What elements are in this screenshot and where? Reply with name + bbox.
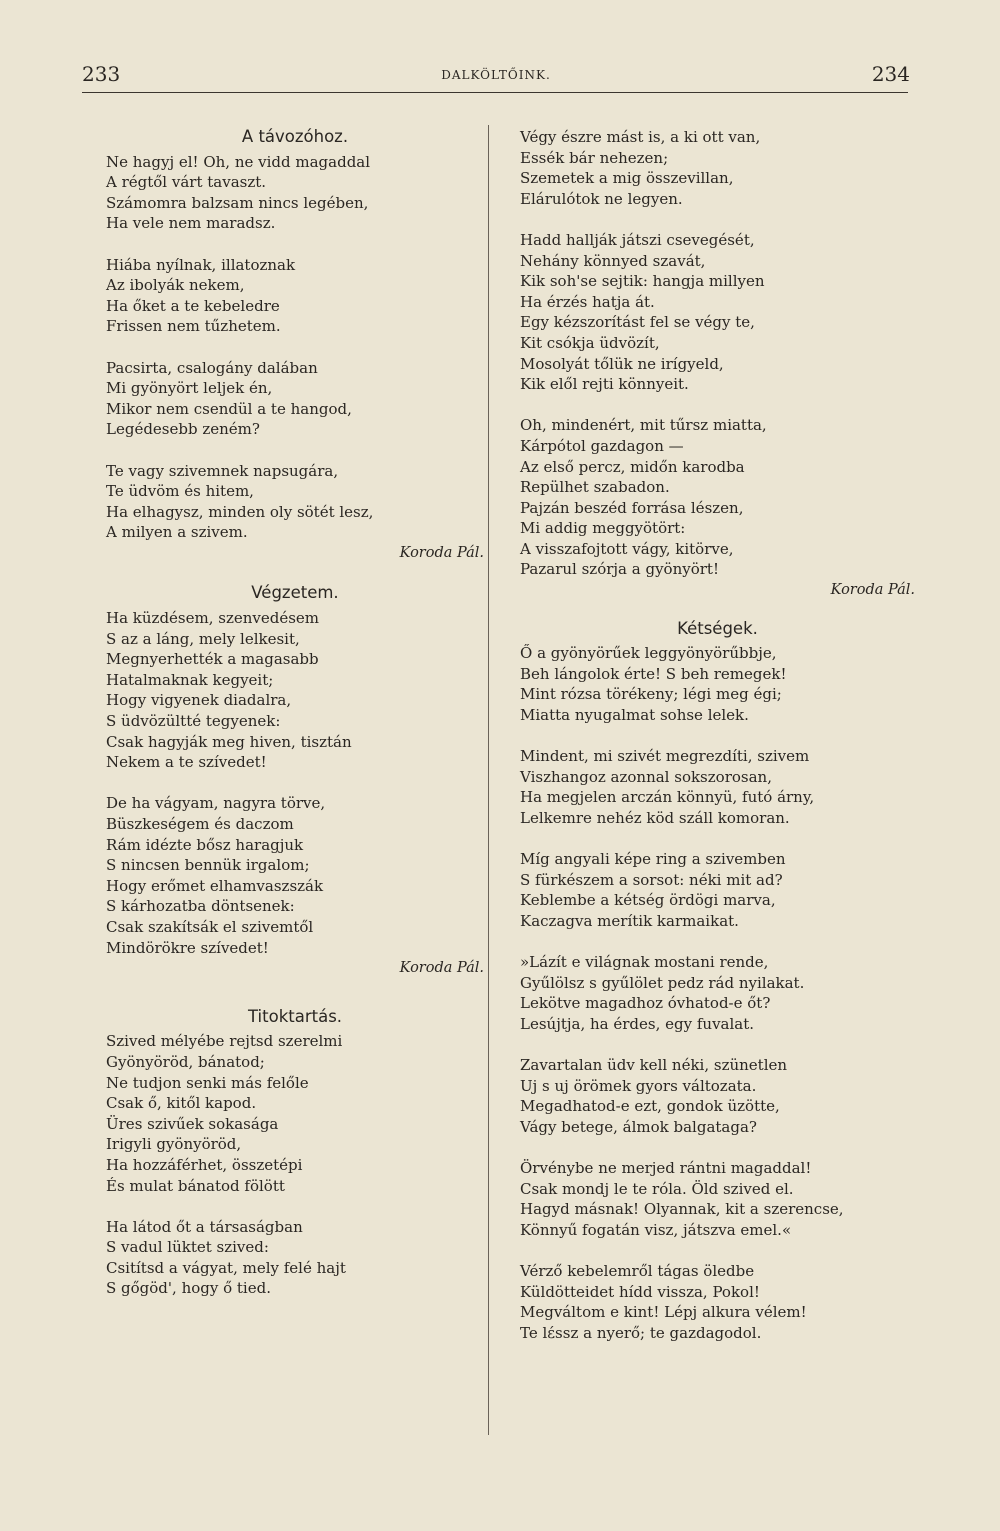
left-page-number: 233 — [82, 62, 121, 86]
stanza — [106, 461, 484, 543]
poem — [520, 619, 915, 1344]
verse-line: Gyönyöröd, bánatod; — [106, 1052, 265, 1071]
verse-line: Kit csókja üdvözít, — [520, 333, 660, 352]
verse-line: Kik elől rejti könnyeit. — [520, 375, 689, 394]
verse-line: A visszafojtott vágy, kitörve, — [520, 539, 734, 558]
verse-line: Irigyli gyönyöröd, — [106, 1135, 242, 1154]
verse-line: Ha hozzáférhet, összetépi — [106, 1155, 303, 1174]
verse-line: Kárpótol gazdagon — — [520, 436, 684, 455]
stanza — [520, 127, 915, 209]
stanza — [520, 952, 915, 1034]
stanza — [106, 793, 484, 958]
verse-line: Lelkemre nehéz köd száll komoran. — [520, 809, 790, 827]
stanza — [520, 1158, 915, 1240]
stanza — [520, 1261, 915, 1343]
poem-author: Koroda Pál. — [830, 582, 915, 599]
verse-line: Csak szakítsák el szivemtől — [106, 917, 314, 936]
verse-line: Hagyd másnak! Olyannak, kit a szerencse, — [520, 1200, 844, 1219]
verse-line: Rám idézte bősz haragjuk — [106, 835, 304, 854]
verse-line: Legédesebb zeném? — [106, 420, 260, 439]
verse-line: Ha küzdésem, szenvedésem — [106, 609, 320, 628]
verse-line: Megadhatod-e ezt, gondok üzötte, — [520, 1097, 780, 1116]
verse-line: Egy kézszorítást fel se végy te, — [520, 313, 755, 332]
stanza — [520, 415, 915, 580]
verse-line: Mi addig meggyötört: — [520, 519, 686, 538]
verse-line: Pajzán beszéd forrása lészen, — [520, 498, 744, 517]
verse-line: Csak mondj le te róla. Öld szived el. — [520, 1179, 794, 1198]
verse-line: Könnyű fogatán visz, játszva emel.« — [520, 1220, 792, 1239]
verse-line: Küldötteidet hídd vissza, Pokol! — [520, 1282, 760, 1301]
verse-line: Mi gyönyört leljek én, — [106, 379, 273, 398]
verse-line: Számomra balzsam nincs legében, — [106, 193, 369, 212]
verse-line: Vágy betege, álmok balgataga? — [520, 1117, 757, 1136]
verse-line: Te vagy szivemnek napsugára, — [106, 461, 339, 480]
verse-line: Hogy erőmet elhamvaszszák — [106, 876, 324, 895]
page-header — [82, 62, 910, 92]
stanza — [106, 152, 484, 234]
stanza — [106, 358, 484, 440]
verse-line: Ne tudjon senki más felőle — [106, 1073, 309, 1092]
header-rule — [82, 92, 908, 93]
verse-line: Vérző kebelemről tágas öledbe — [520, 1262, 755, 1281]
verse-line: Hadd hallják játszi csevegését, — [520, 230, 755, 249]
left-column — [106, 127, 484, 1299]
verse-line: S vadul lüktet szived: — [106, 1238, 269, 1257]
verse-line: Kik soh'se sejtik: hangja millyen — [520, 272, 765, 291]
right-column — [520, 127, 915, 1343]
verse-line: Ha elhagysz, minden oly sötét lesz, — [106, 502, 374, 521]
stanza — [520, 643, 915, 725]
verse-line: Beh lángolok érte! S beh remegek! — [520, 664, 787, 683]
stanza — [106, 1217, 484, 1299]
verse-line: Essék bár nehezen; — [520, 148, 669, 167]
verse-line: Gyűlölsz s gyűlölet pedz rád nyilakat. — [520, 973, 805, 992]
verse-line: Pazarul szórja a gyönyört! — [520, 560, 719, 579]
verse-line: »Lázít e világnak mostani rende, — [520, 953, 769, 972]
verse-line: Elárulótok ne legyen. — [520, 189, 683, 208]
verse-line: Frissen nem tűzhetem. — [106, 317, 281, 336]
verse-line: Kaczagva merítik karmaikat. — [520, 911, 739, 930]
verse-line: Míg angyali képe ring a szivemben — [520, 850, 786, 869]
verse-line: Te üdvöm és hitem, — [106, 482, 254, 501]
verse-line: Csitítsd a vágyat, mely felé hajt — [106, 1258, 346, 1277]
verse-line: Szived mélyébe rejtsd szerelmi — [106, 1032, 343, 1051]
verse-line: És mulat bánatod fölött — [106, 1176, 285, 1195]
stanza — [520, 746, 915, 828]
verse-line: Miatta nyugalmat sohse lelek. — [520, 706, 749, 725]
verse-line: Büszkeségem és daczom — [106, 815, 294, 833]
stanza — [520, 849, 915, 931]
poem-title: Titoktartás. — [247, 1006, 343, 1026]
verse-line: S gőgöd', hogy ő tied. — [106, 1279, 271, 1298]
stanza — [106, 255, 484, 337]
verse-line: S üdvözültté tegyenek: — [106, 712, 281, 731]
stanza — [106, 1031, 484, 1196]
verse-line: Csak ő, kitől kapod. — [106, 1094, 257, 1113]
verse-line: Megváltom e kint! Lépj alkura vélem! — [520, 1303, 807, 1322]
verse-line: Ha vele nem maradsz. — [106, 214, 276, 233]
poem — [106, 127, 484, 563]
verse-line: Mindent, mi szivét megrezdíti, szivem — [520, 747, 810, 766]
verse-line: Hiába nyílnak, illatoznak — [106, 255, 296, 274]
verse-line: Oh, mindenért, mit tűrsz miatta, — [520, 416, 767, 435]
verse-line: Repülhet szabadon. — [520, 478, 670, 497]
poem — [106, 1007, 484, 1299]
verse-line: Pacsirta, csalogány dalában — [106, 358, 318, 377]
right-page-number: 234 — [871, 62, 910, 86]
verse-line: Nehány könnyed szavát, — [520, 251, 706, 270]
poem-title: Kétségek. — [677, 618, 758, 638]
stanza — [520, 1055, 915, 1137]
poem-title: Végzetem. — [251, 583, 339, 603]
verse-line: S az a láng, mely lelkesit, — [106, 629, 300, 648]
verse-line: Szemetek a mig összevillan, — [520, 169, 734, 188]
verse-line: Ha érzés hatja át. — [520, 292, 655, 311]
verse-line: Te lέssz a nyerő; te gazdagodol. — [520, 1323, 762, 1342]
stanza — [520, 230, 915, 395]
poem-continuation — [520, 127, 915, 601]
verse-line: Mindörökre szívedet! — [106, 938, 269, 957]
running-title: DALKÖLTŐINK. — [441, 68, 551, 82]
verse-line: Hatalmaknak kegyeit; — [106, 670, 274, 689]
verse-line: Üres szivűek sokasága — [106, 1114, 279, 1133]
verse-line: Az első percz, midőn karodba — [520, 457, 745, 476]
verse-line: S nincsen bennük irgalom; — [106, 856, 310, 875]
verse-line: Mint rózsa törékeny; légi meg égi; — [520, 685, 782, 704]
verse-line: Csak hagyják meg hiven, tisztán — [106, 732, 352, 751]
poem-author: Koroda Pál. — [399, 544, 484, 561]
verse-line: Lekötve magadhoz óvhatod-e őt? — [520, 994, 771, 1013]
verse-line: Lesújtja, ha érdes, egy fuvalat. — [520, 1014, 755, 1033]
verse-line: Ha őket a te kebeledre — [106, 296, 280, 315]
verse-line: Viszhangoz azonnal sokszorosan, — [520, 767, 772, 786]
verse-line: Megnyerhették a magasabb — [106, 650, 319, 669]
verse-line: A régtől várt tavaszt. — [106, 173, 267, 192]
verse-line: Ha megjelen arczán könnyü, futó árny, — [520, 788, 815, 807]
verse-line: A milyen a szivem. — [106, 523, 248, 542]
verse-line: Végy észre mást is, a ki ott van, — [520, 128, 761, 146]
verse-line: Ha látod őt a társaságban — [106, 1217, 303, 1236]
verse-line: Uj s uj örömek gyors változata. — [520, 1076, 757, 1095]
column-divider — [488, 125, 489, 1435]
verse-line: Mikor nem csendül a te hangod, — [106, 399, 352, 418]
verse-line: Hogy vigyenek diadalra, — [106, 691, 292, 710]
poem-author: Koroda Pál. — [399, 960, 484, 977]
verse-line: Nekem a te szívedet! — [106, 753, 267, 772]
verse-line: S kárhozatba döntsenek: — [106, 897, 295, 916]
verse-line: Ne hagyj el! Oh, ne vidd magaddal — [106, 152, 371, 171]
verse-line: Örvénybe ne merjed rántni magaddal! — [520, 1159, 812, 1178]
verse-line: Zavartalan üdv kell néki, szünetlen — [520, 1056, 788, 1075]
verse-line: Ő a gyönyörűek leggyönyörűbbje, — [520, 644, 777, 663]
verse-line: Keblembe a kétség ördögi marva, — [520, 891, 776, 910]
poem-title: A távozóhoz. — [241, 127, 349, 146]
verse-line: S fürkészem a sorsot: néki mit ad? — [520, 870, 783, 889]
stanza — [106, 608, 484, 773]
verse-line: De ha vágyam, nagyra törve, — [106, 794, 326, 813]
verse-line: Az ibolyák nekem, — [106, 276, 245, 295]
verse-line: Mosolyát tőlük ne irígyeld, — [520, 354, 724, 373]
poem — [106, 583, 484, 978]
